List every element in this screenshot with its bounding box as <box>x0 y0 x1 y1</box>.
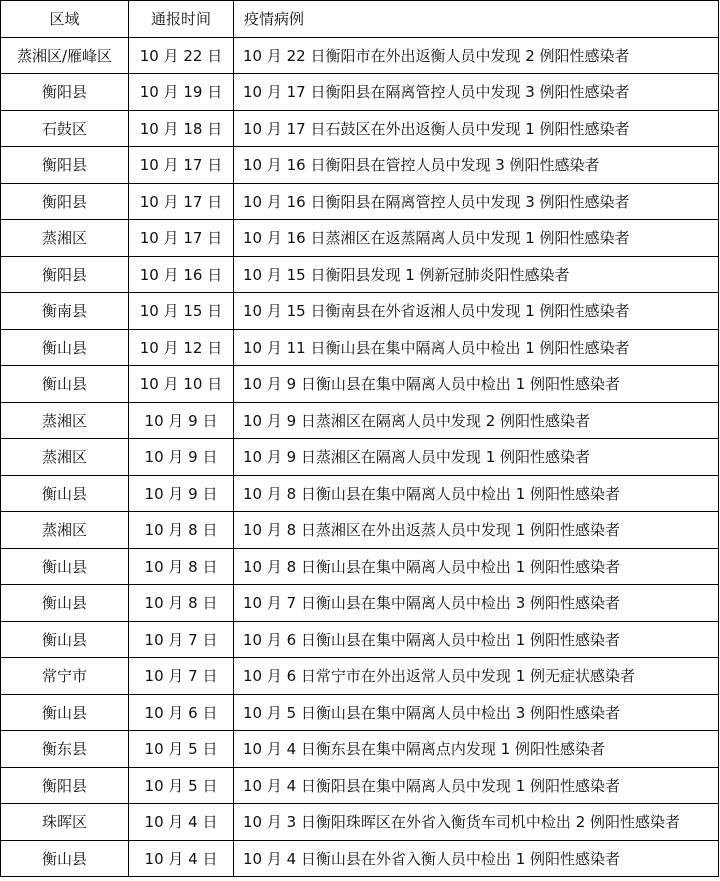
region-cell: 衡山县 <box>1 548 129 585</box>
report-date-cell: 10 月 18 日 <box>129 110 234 147</box>
region-cell: 衡山县 <box>1 694 129 731</box>
case-detail-cell: 10 月 3 日衡阳珠晖区在外省入衡货车司机中检出 2 例阳性感染者 <box>234 804 719 841</box>
report-date-cell: 10 月 7 日 <box>129 658 234 695</box>
region-cell: 衡阳县 <box>1 147 129 184</box>
table-row <box>1 293 719 330</box>
case-detail-cell: 10 月 9 日蒸湘区在隔离人员中发现 1 例阳性感染者 <box>234 439 719 476</box>
region-cell: 衡山县 <box>1 329 129 366</box>
table-row <box>1 402 719 439</box>
table-row <box>1 658 719 695</box>
case-detail-cell: 10 月 8 日衡山县在集中隔离人员中检出 1 例阳性感染者 <box>234 548 719 585</box>
table-row <box>1 585 719 622</box>
table-row <box>1 548 719 585</box>
region-cell: 蒸湘区 <box>1 402 129 439</box>
report-date-cell: 10 月 9 日 <box>129 402 234 439</box>
region-cell: 衡阳县 <box>1 767 129 804</box>
case-detail-cell: 10 月 9 日衡山县在集中隔离人员中检出 1 例阳性感染者 <box>234 366 719 403</box>
case-detail-cell: 10 月 15 日衡阳县发现 1 例新冠肺炎阳性感染者 <box>234 256 719 293</box>
report-date-cell: 10 月 17 日 <box>129 147 234 184</box>
table-row <box>1 183 719 220</box>
table-row <box>1 74 719 111</box>
case-detail-cell: 10 月 9 日蒸湘区在隔离人员中发现 2 例阳性感染者 <box>234 402 719 439</box>
case-detail-cell: 10 月 6 日常宁市在外出返常人员中发现 1 例无症状感染者 <box>234 658 719 695</box>
report-date-cell: 10 月 8 日 <box>129 512 234 549</box>
case-detail-cell: 10 月 8 日衡山县在集中隔离人员中检出 1 例阳性感染者 <box>234 475 719 512</box>
region-cell: 珠晖区 <box>1 804 129 841</box>
report-date-cell: 10 月 17 日 <box>129 183 234 220</box>
table-body <box>1 37 719 877</box>
table-row <box>1 731 719 768</box>
case-detail-cell: 10 月 6 日衡山县在集中隔离人员中检出 1 例阳性感染者 <box>234 621 719 658</box>
header-report-date: 通报时间 <box>129 1 234 38</box>
table-row <box>1 147 719 184</box>
region-cell: 常宁市 <box>1 658 129 695</box>
table-header-row <box>1 1 719 38</box>
case-detail-cell: 10 月 22 日衡阳市在外出返衡人员中发现 2 例阳性感染者 <box>234 37 719 74</box>
header-case-detail: 疫情病例 <box>234 1 719 38</box>
region-cell: 衡山县 <box>1 366 129 403</box>
case-detail-cell: 10 月 15 日衡南县在外省返湘人员中发现 1 例阳性感染者 <box>234 293 719 330</box>
table-row <box>1 110 719 147</box>
report-date-cell: 10 月 6 日 <box>129 694 234 731</box>
case-detail-cell: 10 月 17 日衡阳县在隔离管控人员中发现 3 例阳性感染者 <box>234 74 719 111</box>
table-row <box>1 366 719 403</box>
table-row <box>1 767 719 804</box>
table-row <box>1 804 719 841</box>
case-detail-cell: 10 月 16 日衡阳县在隔离管控人员中发现 3 例阳性感染者 <box>234 183 719 220</box>
case-detail-cell: 10 月 5 日衡山县在集中隔离人员中检出 3 例阳性感染者 <box>234 694 719 731</box>
report-date-cell: 10 月 19 日 <box>129 74 234 111</box>
report-date-cell: 10 月 9 日 <box>129 439 234 476</box>
report-date-cell: 10 月 4 日 <box>129 840 234 877</box>
table-row <box>1 220 719 257</box>
report-date-cell: 10 月 8 日 <box>129 548 234 585</box>
region-cell: 衡东县 <box>1 731 129 768</box>
table-row <box>1 694 719 731</box>
region-cell: 蒸湘区/雁峰区 <box>1 37 129 74</box>
region-cell: 衡阳县 <box>1 256 129 293</box>
report-date-cell: 10 月 7 日 <box>129 621 234 658</box>
header-region: 区域 <box>1 1 129 38</box>
report-date-cell: 10 月 17 日 <box>129 220 234 257</box>
case-detail-cell: 10 月 16 日衡阳县在管控人员中发现 3 例阳性感染者 <box>234 147 719 184</box>
case-detail-cell: 10 月 11 日衡山县在集中隔离人员中检出 1 例阳性感染者 <box>234 329 719 366</box>
table-row <box>1 329 719 366</box>
report-date-cell: 10 月 5 日 <box>129 731 234 768</box>
report-date-cell: 10 月 5 日 <box>129 767 234 804</box>
table-row <box>1 621 719 658</box>
region-cell: 衡山县 <box>1 621 129 658</box>
table-row <box>1 439 719 476</box>
region-cell: 衡阳县 <box>1 74 129 111</box>
region-cell: 衡山县 <box>1 475 129 512</box>
case-detail-cell: 10 月 4 日衡阳县在集中隔离人员中发现 1 例阳性感染者 <box>234 767 719 804</box>
table-row <box>1 256 719 293</box>
region-cell: 衡阳县 <box>1 183 129 220</box>
region-cell: 衡山县 <box>1 840 129 877</box>
region-cell: 石鼓区 <box>1 110 129 147</box>
table-row <box>1 840 719 877</box>
region-cell: 衡南县 <box>1 293 129 330</box>
report-date-cell: 10 月 16 日 <box>129 256 234 293</box>
region-cell: 蒸湘区 <box>1 512 129 549</box>
case-detail-cell: 10 月 8 日蒸湘区在外出返蒸人员中发现 1 例阳性感染者 <box>234 512 719 549</box>
report-date-cell: 10 月 4 日 <box>129 804 234 841</box>
report-date-cell: 10 月 15 日 <box>129 293 234 330</box>
report-date-cell: 10 月 9 日 <box>129 475 234 512</box>
table-row <box>1 475 719 512</box>
case-detail-cell: 10 月 17 日石鼓区在外出返衡人员中发现 1 例阳性感染者 <box>234 110 719 147</box>
report-date-cell: 10 月 10 日 <box>129 366 234 403</box>
case-detail-cell: 10 月 7 日衡山县在集中隔离人员中检出 3 例阳性感染者 <box>234 585 719 622</box>
region-cell: 衡山县 <box>1 585 129 622</box>
region-cell: 蒸湘区 <box>1 439 129 476</box>
report-date-cell: 10 月 12 日 <box>129 329 234 366</box>
case-detail-cell: 10 月 4 日衡东县在集中隔离点内发现 1 例阳性感染者 <box>234 731 719 768</box>
case-detail-cell: 10 月 4 日衡山县在外省入衡人员中检出 1 例阳性感染者 <box>234 840 719 877</box>
report-date-cell: 10 月 22 日 <box>129 37 234 74</box>
table-row <box>1 37 719 74</box>
report-date-cell: 10 月 8 日 <box>129 585 234 622</box>
region-cell: 蒸湘区 <box>1 220 129 257</box>
case-detail-cell: 10 月 16 日蒸湘区在返蒸隔离人员中发现 1 例阳性感染者 <box>234 220 719 257</box>
table-row <box>1 512 719 549</box>
